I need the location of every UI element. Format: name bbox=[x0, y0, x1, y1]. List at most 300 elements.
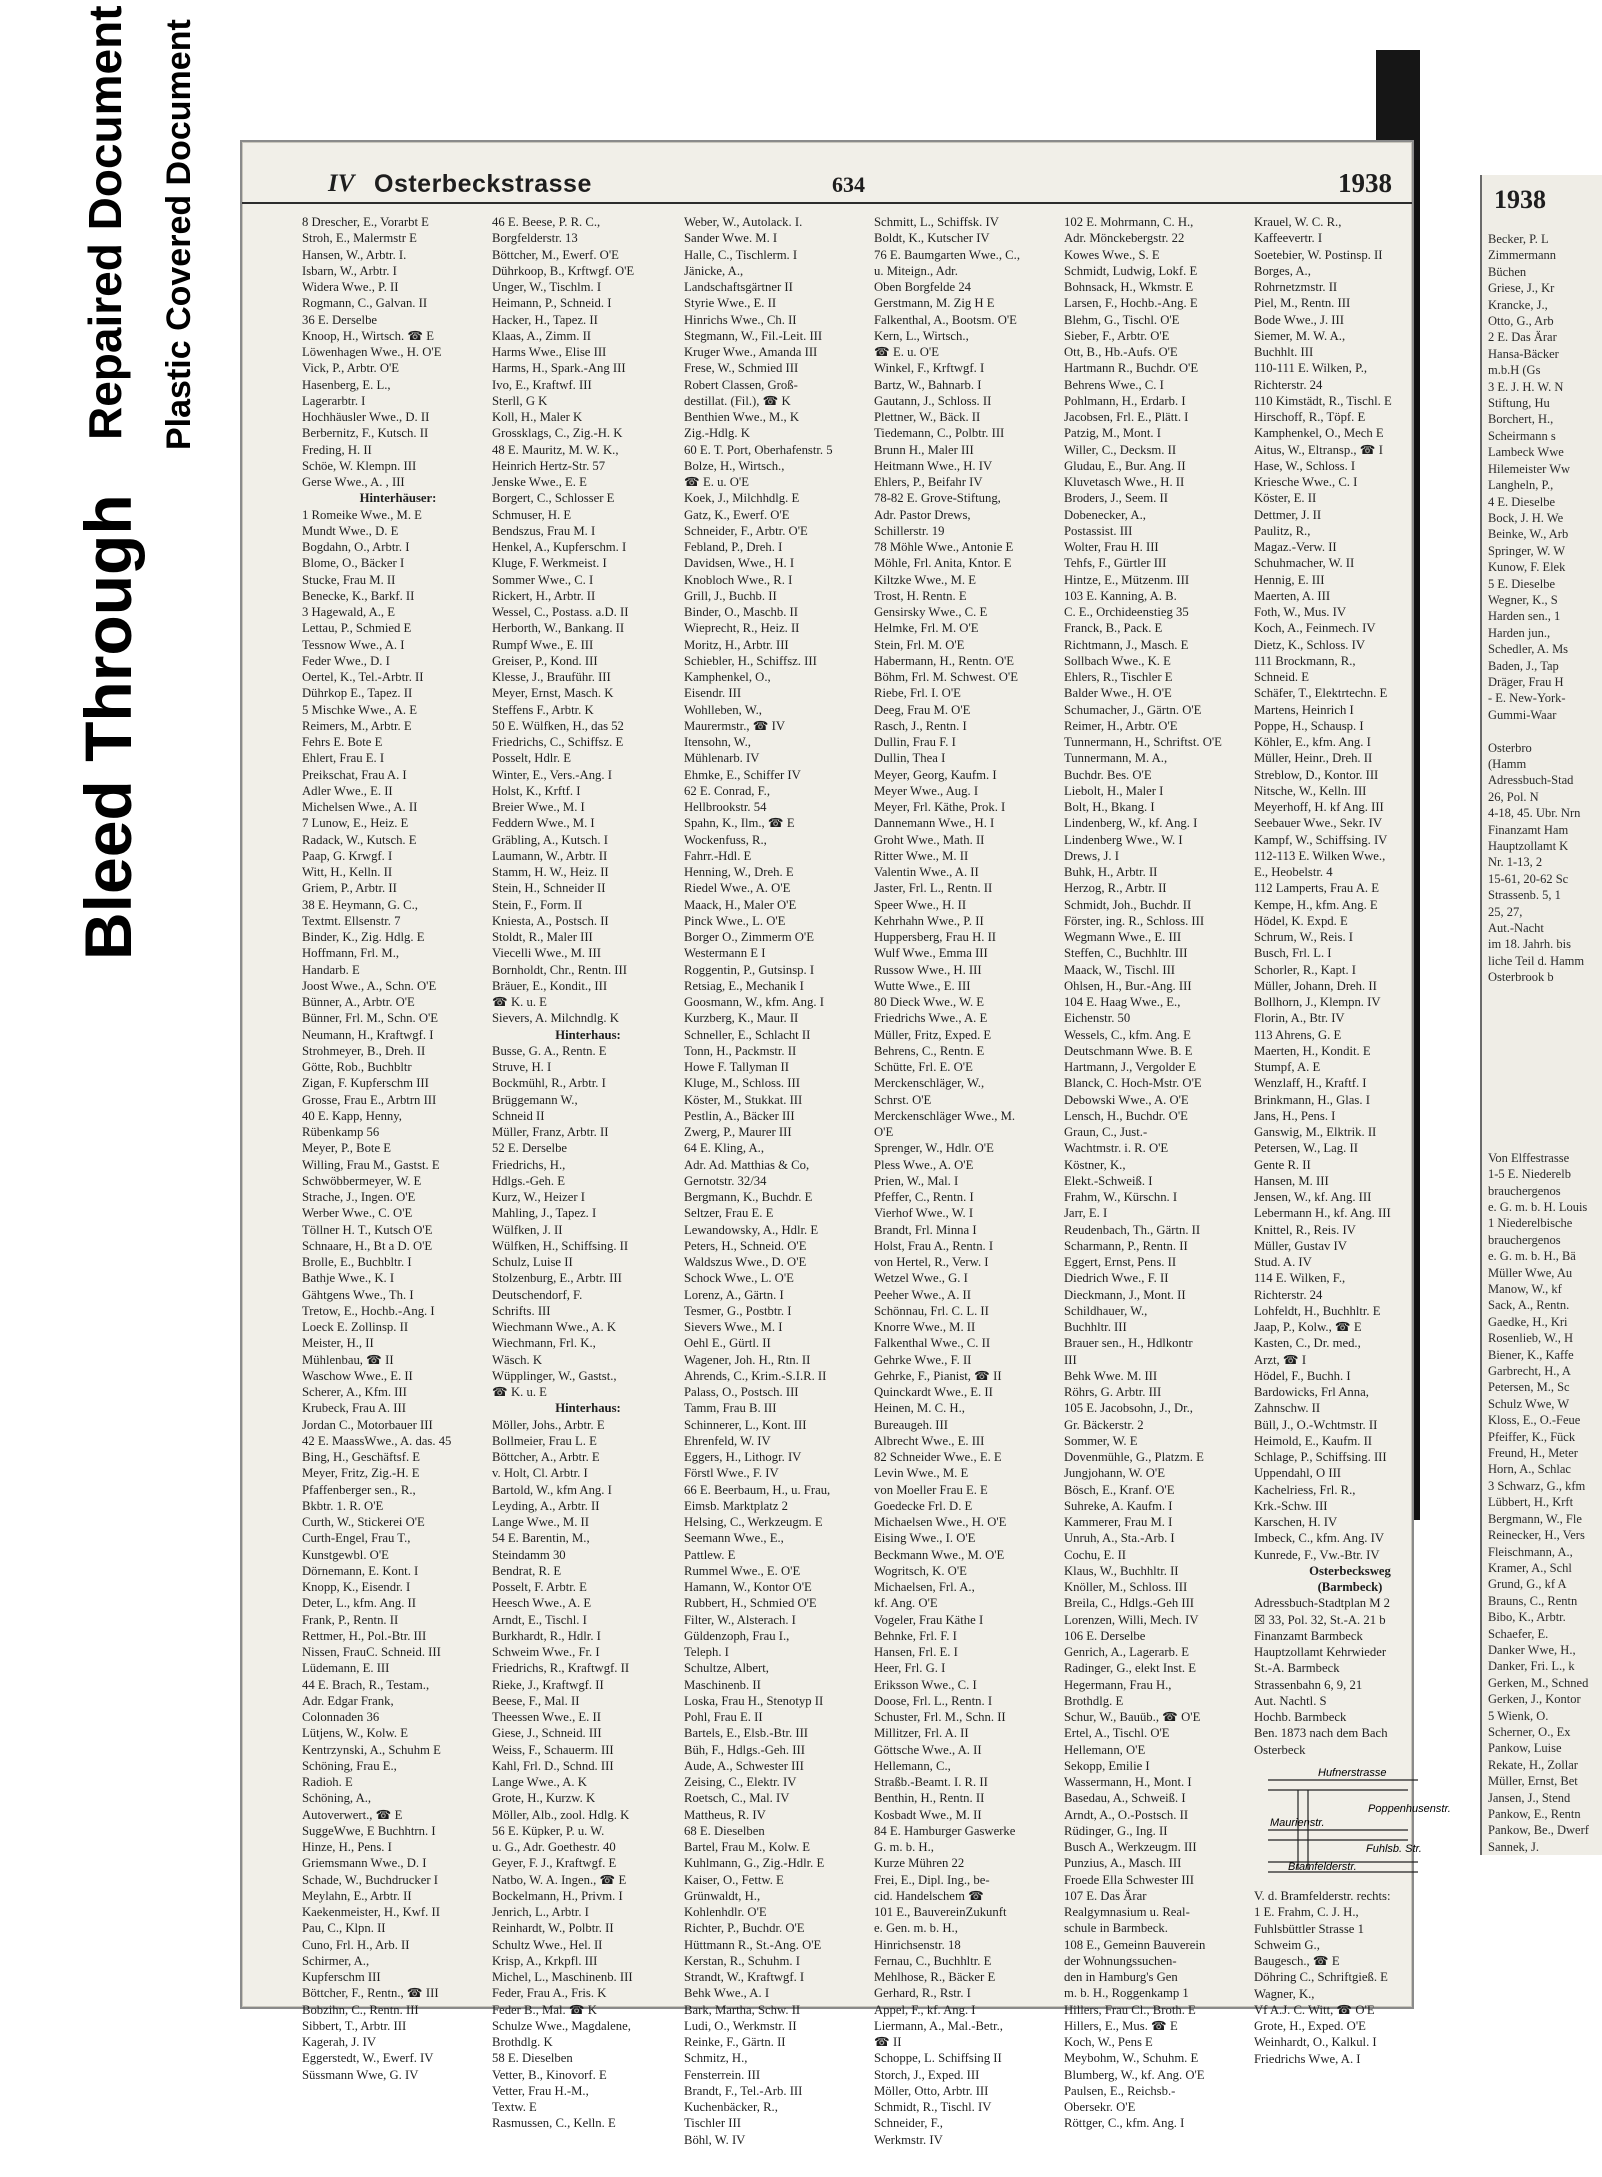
directory-entry-line: Martens, Heinrich I bbox=[1254, 702, 1354, 717]
directory-entry-line: C. E., Orchideenstieg 35 bbox=[1064, 605, 1189, 619]
directory-entry-line: Tischler III bbox=[684, 2116, 741, 2131]
directory-entry-line: Ben. 1873 nach dem Bach bbox=[1254, 1726, 1388, 1741]
directory-entry-line: Michel, L., Maschinenb. III bbox=[492, 1970, 633, 1984]
directory-entry-line: Benecke, K., Barkf. II bbox=[302, 588, 415, 603]
directory-entry-line: 48 E. Mauritz, M. W. K., bbox=[492, 442, 619, 457]
directory-entry-line: Bark, Martha, Schw. II bbox=[684, 2002, 801, 2017]
directory-entry-line: Kluvetasch Wwe., H. II bbox=[1064, 475, 1185, 489]
directory-entry-line: Hansen, Frl. E. I bbox=[874, 1645, 958, 1659]
directory-entry-line: Schöning, Frau E., bbox=[302, 1758, 397, 1773]
directory-entry-line: 108 E., Gemeinn Bauverein bbox=[1064, 1937, 1206, 1952]
directory-entry-line: Arzt, ☎ I bbox=[1254, 1352, 1307, 1367]
directory-entry-line: Zahnschw. II bbox=[1254, 1401, 1321, 1416]
directory-entry-line: Lewandowsky, A., Hdlr. E bbox=[684, 1222, 819, 1237]
directory-entry-line: Tretow, E., Hochb.-Ang. I bbox=[302, 1303, 435, 1318]
directory-entry-line: Schneid II bbox=[492, 1108, 545, 1123]
directory-entry-line: Brauer sen., H., Hdlkontr bbox=[1064, 1336, 1193, 1351]
directory-entry-line: Lindenberg, W., kf. Ang. I bbox=[1064, 816, 1198, 831]
adjacent-page-line: Gummi-Waar bbox=[1488, 707, 1557, 722]
directory-entry-line: Müller, Gustav IV bbox=[1254, 1238, 1347, 1253]
adjacent-page-line: Stiftung, Hu bbox=[1488, 396, 1550, 411]
directory-entry-line: Schöe, W. Klempn. III bbox=[302, 458, 417, 473]
directory-entry-line: Schneider, F., Arbtr. O'E bbox=[684, 523, 808, 538]
directory-entry-line: Robert Classen, Groß- bbox=[684, 377, 798, 392]
directory-entry-line: ☎ E. u. O'E bbox=[684, 475, 749, 489]
directory-entry-line: Schrum, W., Reis. I bbox=[1254, 930, 1354, 944]
directory-entry-line: Mattheus, R. IV bbox=[684, 1807, 766, 1822]
directory-entry-line: Jordan C., Motorbauer III bbox=[302, 1417, 433, 1432]
directory-entry-line: Merckenschläger, W., bbox=[874, 1076, 985, 1091]
directory-entry-line: Hinrichs Wwe., Ch. II bbox=[684, 312, 797, 327]
directory-entry-line: Tunnermann, H., Schriftst. O'E bbox=[1064, 735, 1222, 749]
directory-entry-line: Schultze, Albert, bbox=[684, 1661, 769, 1676]
directory-entry-line: Stegmann, W., Fil.-Leit. III bbox=[684, 328, 823, 343]
directory-entry-line: 64 E. Kling, A., bbox=[684, 1141, 765, 1156]
directory-entry-line: Herborth, W., Bankang. II bbox=[492, 621, 625, 636]
directory-entry-line: Hegermann, Frau H., bbox=[1064, 1677, 1172, 1692]
directory-entry-line: Dettmer, J. II bbox=[1254, 507, 1322, 522]
directory-entry-line: Gerhard, R., Rstr. I bbox=[874, 1986, 971, 2001]
directory-entry-line: Helsing, C., Werkzeugm. E bbox=[684, 1515, 823, 1529]
directory-entry-line: Klesse, J., Brauführ. III bbox=[492, 670, 611, 684]
directory-entry-line: Blanck, C. Hoch-Mstr. O'E bbox=[1064, 1076, 1202, 1091]
directory-entry-line: Fensterrein. III bbox=[684, 2067, 761, 2082]
directory-entry-line: Beese, F., Mal. II bbox=[492, 1693, 580, 1708]
directory-entry-line: Deter, L., kfm. Ang. II bbox=[302, 1596, 417, 1611]
directory-entry-line: Ahrends, C., Krim.-S.I.R. II bbox=[684, 1368, 827, 1383]
directory-entry-line: Kachelriess, Frl. R., bbox=[1254, 1482, 1356, 1497]
directory-entry-line: Lorenz, A., Gärtn. I bbox=[684, 1287, 784, 1302]
directory-entry-line: 62 E. Conrad, F., bbox=[684, 783, 771, 798]
adjacent-page-line: Müller, Ernst, Bet bbox=[1488, 1774, 1578, 1789]
adjacent-page-line: Petersen, M., Sc bbox=[1488, 1380, 1570, 1395]
directory-entry-line: Busse, G. A., Rentn. E bbox=[492, 1043, 607, 1058]
directory-entry-line: Krisp, A., Krkpfl. III bbox=[492, 1953, 598, 1968]
adjacent-page-line: Scherner, O., Ex bbox=[1488, 1724, 1571, 1739]
directory-entry-line: 54 E. Barentin, M., bbox=[492, 1531, 590, 1546]
directory-entry-line: Schuhmacher, W. II bbox=[1254, 556, 1355, 571]
directory-entry-line: Jarr, E. I bbox=[1064, 1206, 1108, 1221]
directory-entry-line: Binder, O., Maschb. II bbox=[684, 605, 799, 619]
adjacent-page-line: Jansen, J., Stend bbox=[1488, 1790, 1571, 1805]
directory-entry-line: Wieprecht, R., Heiz. II bbox=[684, 621, 800, 636]
directory-entry-line: Rasmussen, C., Kelln. E bbox=[492, 2116, 616, 2131]
directory-entry-line: Bockelmann, H., Privm. I bbox=[492, 1888, 623, 1903]
directory-entry-line: 38 E. Heymann, G. C., bbox=[302, 897, 418, 912]
directory-entry-line: Radack, W., Kutsch. E bbox=[302, 832, 417, 847]
directory-entry-line: Jenske Wwe., E. E bbox=[492, 475, 587, 489]
directory-entry-line: Blehm, G., Tischl. O'E bbox=[1064, 312, 1180, 327]
adjacent-page-line: brauchergenos bbox=[1488, 1183, 1561, 1198]
directory-entry-line: Hinze, H., Pens. I bbox=[302, 1840, 392, 1854]
directory-column-4 bbox=[874, 214, 1066, 2147]
directory-entry-line: Gerse Wwe., A. , III bbox=[302, 475, 405, 489]
directory-entry-line: Wessels, C., kfm. Ang. E bbox=[1064, 1027, 1191, 1042]
directory-entry-line: Mundt Wwe., D. E bbox=[302, 523, 399, 538]
street-map-figure bbox=[1258, 1760, 1451, 1880]
directory-entry-line: Bode Wwe., J. III bbox=[1254, 312, 1344, 327]
directory-entry-line: Döhring C., Schriftgieß. E bbox=[1254, 1970, 1388, 1985]
directory-entry-line: Stud. A. IV bbox=[1254, 1255, 1312, 1269]
directory-entry-line: Westermann E I bbox=[684, 946, 766, 961]
directory-entry-line: Febland, P., Dreh. I bbox=[684, 540, 783, 554]
directory-entry-line: Vetter, B., Kinovorf. E bbox=[492, 2067, 607, 2082]
directory-entry-line: Tessnow Wwe., A. I bbox=[302, 637, 405, 652]
directory-entry-line: 112-113 E. Wilken Wwe., bbox=[1254, 848, 1386, 863]
directory-entry-line: Suhreke, A. Kaufm. I bbox=[1064, 1498, 1173, 1513]
directory-entry-line: Schönnau, Frl. C. L. II bbox=[874, 1303, 989, 1318]
directory-entry-line: Adr. Edgar Frank, bbox=[302, 1693, 394, 1708]
directory-entry-line: Jensen, W., kf. Ang. III bbox=[1254, 1190, 1372, 1204]
directory-entry-line: Jacobsen, Frl. E., Plätt. I bbox=[1064, 410, 1189, 424]
directory-entry-line: Dührkoop, B., Krftwgf. O'E bbox=[492, 263, 635, 278]
directory-entry-line: Reimer, H., Arbtr. O'E bbox=[1064, 718, 1178, 733]
directory-entry-line: Gensirsky Wwe., C. E bbox=[874, 605, 988, 619]
adjacent-page-line: Griese, J., Kr bbox=[1488, 281, 1555, 296]
directory-entry-line: Foth, W., Mus. IV bbox=[1254, 605, 1347, 619]
directory-entry-line: Schade, W., Buchdrucker I bbox=[302, 1872, 438, 1887]
directory-columns bbox=[302, 214, 1451, 2147]
directory-entry-line: Seemann Wwe., E., bbox=[684, 1531, 784, 1546]
adjacent-page-line: Krancke, J., bbox=[1488, 297, 1548, 312]
directory-entry-line: Behk Wwe., A. I bbox=[684, 1986, 770, 2001]
adjacent-page-line: m.b.H (Gs bbox=[1488, 363, 1541, 378]
directory-entry-line: Zwerg, P., Maurer III bbox=[684, 1125, 792, 1139]
adjacent-page-edge bbox=[1480, 175, 1602, 1855]
adjacent-page-line: Borchert, H., bbox=[1488, 412, 1554, 427]
directory-entry-line: Böttcher, M., Ewerf. O'E bbox=[492, 247, 619, 262]
directory-entry-line: Reinke, F., Gärtn. II bbox=[684, 2035, 786, 2049]
directory-entry-line: Wüpplinger, W., Gastst., bbox=[492, 1368, 617, 1383]
directory-entry-line: Beckmann Wwe., M. O'E bbox=[874, 1547, 1005, 1562]
directory-entry-line: 78 Möhle Wwe., Antonie E bbox=[874, 540, 1014, 554]
directory-entry-line: Dullin, Thea I bbox=[874, 751, 946, 766]
directory-entry-line: Ertel, A., Tischl. O'E bbox=[1064, 1726, 1170, 1741]
directory-entry-line: Lange Wwe., A. K bbox=[492, 1775, 587, 1789]
directory-entry-line: Gente R. II bbox=[1254, 1157, 1311, 1172]
directory-entry-line: Paulitz, R., bbox=[1254, 523, 1311, 538]
directory-entry-line: Sollbach Wwe., K. E bbox=[1064, 653, 1171, 668]
directory-entry-line: Balder Wwe., H. O'E bbox=[1064, 686, 1172, 701]
directory-entry-line: Dullin, Frau F. I bbox=[874, 735, 956, 749]
directory-entry-line: Töllner H. T., Kutsch O'E bbox=[302, 1222, 433, 1237]
directory-entry-line: Maurermstr., ☎ IV bbox=[684, 718, 786, 733]
directory-entry-line: Buchdr. Bes. O'E bbox=[1064, 767, 1152, 782]
directory-entry-line: Brandt, Frl. Minna I bbox=[874, 1222, 977, 1237]
running-head-year: 1938 bbox=[1338, 168, 1392, 198]
map-street-label: Poppenhusenstr. bbox=[1368, 1802, 1451, 1815]
directory-entry-line: Soetebier, W. Postinsp. II bbox=[1254, 247, 1383, 262]
directory-entry-line: schule in Barmbeck. bbox=[1064, 1921, 1168, 1936]
adjacent-page-line: Schaefer, E. bbox=[1488, 1626, 1549, 1641]
directory-entry-line: Greiser, P., Kond. III bbox=[492, 653, 598, 668]
directory-entry-line: Feder B., Mal. ☎ K bbox=[492, 2002, 597, 2017]
directory-entry-line: Kuhlmann, G., Zig.-Hdlr. E bbox=[684, 1856, 825, 1871]
directory-entry-line: Tehfs, F., Gürtler III bbox=[1064, 556, 1167, 571]
directory-entry-line: Moritz, H., Arbtr. III bbox=[684, 637, 789, 652]
directory-entry-line: Schneller, E., Schlacht II bbox=[684, 1027, 811, 1042]
directory-entry-line: Klaas, A., Zimm. II bbox=[492, 328, 592, 343]
directory-entry-line: Friedrichs, R., Kraftwgf. II bbox=[492, 1661, 630, 1676]
directory-entry-line: Oben Borgfelde 24 bbox=[874, 280, 972, 294]
directory-entry-line: Schmuser, H. E bbox=[492, 507, 572, 522]
directory-entry-line: 105 E. Jacobsohn, J., Dr., bbox=[1064, 1401, 1193, 1416]
directory-entry-line: Dovenmühle, G., Platzm. E bbox=[1064, 1450, 1204, 1464]
directory-entry-line: Obersekr. O'E bbox=[1064, 2100, 1136, 2114]
directory-entry-line: Baugesch., ☎ E bbox=[1254, 1954, 1340, 1968]
directory-entry-line: Borges, A., bbox=[1254, 263, 1311, 278]
directory-entry-line: Seebauer Wwe., Sekr. IV bbox=[1254, 816, 1383, 831]
directory-entry-line: Wachtmstr. i. R. O'E bbox=[1064, 1141, 1169, 1156]
directory-entry-line: Dührkop E., Tapez. II bbox=[302, 686, 413, 701]
directory-entry-line: G. m. b. H., bbox=[874, 1840, 934, 1854]
directory-entry-line: Hüttmann R., St.-Ang. O'E bbox=[684, 1937, 822, 1952]
directory-entry-line: Richterstr. 24 bbox=[1254, 1287, 1323, 1302]
directory-entry-line: Bolze, H., Wirtsch., bbox=[684, 458, 785, 473]
directory-entry-line: Bing, H., Geschäftsf. E bbox=[302, 1450, 421, 1464]
adjacent-page-line: Harden jun., bbox=[1488, 625, 1551, 640]
directory-entry-line: Schulz, Luise II bbox=[492, 1255, 573, 1269]
directory-entry-line: Kunstgewbl. O'E bbox=[302, 1547, 389, 1562]
directory-entry-line: 5 Mischke Wwe., A. E bbox=[302, 702, 417, 717]
directory-entry-line: Borgert, C., Schlosser E bbox=[492, 491, 615, 506]
directory-entry-line: Grünwaldt, H., bbox=[684, 1888, 761, 1903]
directory-entry-line: Köhler, E., kfm. Ang. I bbox=[1254, 735, 1371, 749]
directory-entry-line: Osterbecksweg bbox=[1309, 1563, 1391, 1578]
directory-entry-line: Itensohn, W., bbox=[684, 735, 751, 749]
directory-entry-line: 78-82 E. Grove-Stiftung, bbox=[874, 491, 1001, 506]
directory-entry-line: Mühlenbau, ☎ II bbox=[302, 1352, 394, 1367]
directory-entry-line: Hödel, K. Expd. E bbox=[1254, 913, 1348, 928]
directory-entry-line: von Hertel, R., Verw. I bbox=[874, 1255, 989, 1269]
directory-entry-line: Reimers, M., Arbtr. E bbox=[302, 718, 412, 733]
adjacent-page-line: 5 E. Dieselbe bbox=[1488, 576, 1555, 591]
directory-entry-line: ☎ K. u. E bbox=[492, 1385, 547, 1399]
running-head bbox=[242, 162, 1412, 204]
directory-entry-line: Müller, Fritz, Exped. E bbox=[874, 1027, 992, 1042]
directory-entry-line: Levin Wwe., M. E bbox=[874, 1466, 969, 1481]
directory-entry-line: u. G., Adr. Goethestr. 40 bbox=[492, 1840, 616, 1854]
directory-entry-line: 111 Brockmann, R., bbox=[1254, 653, 1356, 668]
directory-entry-line: Götte, Rob., Buchbltr bbox=[302, 1060, 412, 1074]
directory-entry-line: Bartz, W., Bahnarb. I bbox=[874, 377, 982, 392]
directory-entry-line: Wagener, Joh. H., Rtn. II bbox=[684, 1352, 811, 1367]
directory-entry-line: Textmt. Ellsenstr. 7 bbox=[302, 913, 401, 928]
directory-page bbox=[240, 140, 1451, 2147]
directory-entry-line: Schmidt, R., Tischl. IV bbox=[874, 2100, 992, 2114]
adjacent-page-line: 4-18, 45. Ubr. Nrn bbox=[1488, 806, 1581, 821]
directory-entry-line: Richtmann, J., Masch. E bbox=[1064, 637, 1189, 652]
directory-entry-line: Schrst. O'E bbox=[874, 1092, 932, 1107]
directory-entry-line: Larsen, F., Hochb.-Ang. E bbox=[1064, 296, 1198, 311]
directory-entry-line: Kaekenmeister, H., Kwf. II bbox=[302, 1905, 440, 1919]
directory-entry-line: Rumpf Wwe., E. III bbox=[492, 637, 594, 652]
directory-entry-line: Vick, P., Arbtr. O'E bbox=[302, 361, 400, 376]
adjacent-page-line: Aut.-Nacht bbox=[1488, 921, 1544, 936]
directory-entry-line: Bobzihn, C., Rentn. III bbox=[302, 2002, 419, 2017]
directory-entry-line: Berbernitz, F., Kutsch. II bbox=[302, 426, 429, 441]
directory-entry-line: Pinck Wwe., L. O'E bbox=[684, 913, 786, 928]
directory-entry-line: Binder, K., Zig. Hdlg. E bbox=[302, 930, 425, 944]
directory-entry-line: Breier Wwe., M. I bbox=[492, 800, 585, 814]
adjacent-page-line: 1-5 E. Niederelb bbox=[1488, 1167, 1571, 1182]
directory-entry-line: Aut. Nachtl. S bbox=[1254, 1693, 1327, 1708]
directory-entry-line: 42 E. MaassWwe., A. das. 45 bbox=[302, 1433, 452, 1448]
directory-entry-line: Kaffeevertr. I bbox=[1254, 231, 1323, 246]
directory-entry-line: Natbo, W. A. Ingen., ☎ E bbox=[492, 1872, 627, 1887]
adjacent-page-line: e. G. m. b. H., Bä bbox=[1488, 1249, 1576, 1264]
directory-entry-line: Brüggemann W., bbox=[492, 1092, 578, 1107]
directory-entry-line: Stamm, H. W., Heiz. II bbox=[492, 865, 609, 879]
directory-entry-line: Gähtgens Wwe., Th. I bbox=[302, 1287, 414, 1302]
map-street-label: Hufnerstrasse bbox=[1318, 1766, 1387, 1779]
directory-entry-line: Schorler, R., Kapt. I bbox=[1254, 962, 1357, 977]
directory-entry-line: Schoppe, L. Schiffsing II bbox=[874, 2051, 1002, 2066]
adjacent-page-line: Bibo, K., Arbtr. bbox=[1488, 1610, 1566, 1625]
adjacent-page-line: Dräger, Frau H bbox=[1488, 674, 1564, 689]
adjacent-page-line: Hansa-Bäcker bbox=[1488, 346, 1559, 361]
adjacent-page-line: Danker, Fri. L., k bbox=[1488, 1659, 1575, 1674]
directory-entry-line: Bünner, Frl. M., Schn. O'E bbox=[302, 1011, 439, 1026]
directory-entry-line: Griem, P., Arbtr. II bbox=[302, 881, 397, 896]
directory-entry-line: Friedrichs Wwe., A. E bbox=[874, 1011, 988, 1026]
adjacent-page-line: Pfeiffer, K., Fück bbox=[1488, 1429, 1576, 1444]
directory-entry-line: Holst, Frau A., Rentn. I bbox=[874, 1238, 994, 1253]
directory-entry-line: Zig.-Hdlg. K bbox=[684, 426, 750, 441]
adjacent-page-text bbox=[1488, 231, 1602, 1855]
directory-entry-line: Seltzer, Frau E. E bbox=[684, 1206, 774, 1221]
directory-entry-line: Fahrr.-Hdl. E bbox=[684, 848, 752, 863]
directory-entry-line: Wülfken, H., Schiffsing. II bbox=[492, 1238, 629, 1253]
directory-entry-line: Schöning, A., bbox=[302, 1791, 372, 1806]
directory-entry-line: Rieke, J., Kraftwgf. II bbox=[492, 1677, 604, 1692]
directory-entry-line: Grote, H., Kurzw. K bbox=[492, 1791, 596, 1806]
directory-entry-line: Posselt, F. Arbtr. E bbox=[492, 1580, 587, 1594]
directory-entry-line: Kriesche Wwe., C. I bbox=[1254, 475, 1358, 489]
directory-entry-line: Hauptzollamt Kehrwieder bbox=[1254, 1645, 1387, 1659]
directory-entry-line: Weiss, F., Schauerm. III bbox=[492, 1742, 614, 1757]
adjacent-page-line: Scheirmann s bbox=[1488, 428, 1556, 443]
directory-entry-line: Gludau, E., Bur. Ang. II bbox=[1064, 458, 1186, 473]
running-head-street: Osterbeckstrasse bbox=[374, 170, 592, 198]
directory-entry-line: Lange Wwe., M. II bbox=[492, 1515, 590, 1529]
directory-entry-line: Hochb. Barmbeck bbox=[1254, 1710, 1347, 1724]
directory-entry-line: Hoffmann, Frl. M., bbox=[302, 946, 400, 961]
directory-entry-line: Schmidt, Joh., Buchdr. II bbox=[1064, 897, 1192, 912]
directory-entry-line: Bendrat, R. E bbox=[492, 1563, 562, 1578]
directory-entry-line: Appel, F., kf. Ang. I bbox=[874, 2002, 976, 2017]
adjacent-page-line: Büchen bbox=[1488, 264, 1527, 279]
directory-entry-line: Hinterhaus: bbox=[555, 1401, 621, 1416]
directory-entry-line: Ehmke, E., Schiffer IV bbox=[684, 767, 801, 782]
adjacent-page-line: Kloss, E., O.-Feue bbox=[1488, 1413, 1581, 1428]
adjacent-page-line: e. G. m. b. H. Louis bbox=[1488, 1199, 1588, 1214]
directory-entry-line: Eggers, H., Lithogr. IV bbox=[684, 1450, 802, 1464]
adjacent-page-line: Reinecker, H., Vers bbox=[1488, 1528, 1585, 1543]
directory-entry-line: Elekt.-Schweiß. I bbox=[1064, 1173, 1153, 1188]
directory-entry-line: Postassist. III bbox=[1064, 523, 1133, 538]
adjacent-page-line: Pankow, Luise bbox=[1488, 1741, 1562, 1756]
directory-entry-line: Harms, H., Spark.-Ang III bbox=[492, 361, 626, 376]
directory-entry-line: Dietz, K., Schloss. IV bbox=[1254, 637, 1366, 652]
directory-entry-line: Holst, K., Krftf. I bbox=[492, 783, 581, 798]
directory-entry-line: Kurze Mühren 22 bbox=[874, 1856, 965, 1871]
directory-entry-line: von Moeller Frau E. E bbox=[874, 1482, 988, 1497]
directory-entry-line: Sieber, F., Arbtr. O'E bbox=[1064, 328, 1170, 343]
directory-entry-line: Graun, C., Just.- bbox=[1064, 1125, 1148, 1139]
directory-entry-line: Deeg, Frau M. O'E bbox=[874, 702, 971, 717]
directory-entry-line: Gatz, K., Ewerf. O'E bbox=[684, 507, 790, 522]
directory-entry-line: Bornholdt, Chr., Rentn. III bbox=[492, 962, 627, 977]
directory-entry-line: Hansen, M. III bbox=[1254, 1173, 1329, 1188]
directory-entry-line: Schäfer, T., Elektrtechn. E bbox=[1254, 686, 1388, 701]
label-bleed-through: Bleed Through bbox=[71, 494, 145, 960]
directory-entry-line: Peeher Wwe., A. II bbox=[874, 1287, 972, 1302]
directory-entry-line: Laumann, W., Arbtr. II bbox=[492, 848, 608, 863]
directory-entry-line: ☎ II bbox=[874, 2035, 902, 2049]
directory-entry-line: Schütte, Frl. E. O'E bbox=[874, 1060, 973, 1074]
directory-entry-line: Hinrichsenstr. 18 bbox=[874, 1937, 961, 1952]
directory-entry-line: Heimann, P., Schneid. I bbox=[492, 296, 612, 311]
directory-entry-line: Adler Wwe., E. II bbox=[302, 783, 393, 798]
directory-entry-line: Nissen, FrauC. Schneid. III bbox=[302, 1645, 441, 1659]
directory-entry-line: Wutte Wwe., E. III bbox=[874, 978, 971, 993]
directory-entry-line: Ott, B., Hb.-Aufs. O'E bbox=[1064, 345, 1178, 359]
directory-entry-line: Köstner, K., bbox=[1064, 1157, 1126, 1172]
directory-entry-line: Tiedemann, C., Polbtr. III bbox=[874, 426, 1005, 441]
directory-entry-line: Röhrs, G. Arbtr. III bbox=[1064, 1385, 1162, 1399]
directory-entry-line: Strohmeyer, B., Dreh. II bbox=[302, 1043, 426, 1058]
directory-entry-line: Schrifts. III bbox=[492, 1303, 551, 1318]
directory-entry-line: Scharmann, P., Rentn. II bbox=[1064, 1238, 1188, 1253]
directory-entry-line: Roggentin, P., Gutsinsp. I bbox=[684, 962, 815, 977]
directory-entry-line: Feder, Frau A., Fris. K bbox=[492, 1986, 607, 2001]
directory-entry-line: Winter, E., Vers.-Ang. I bbox=[492, 767, 612, 782]
directory-entry-line: Möller, Alb., zool. Hdlg. K bbox=[492, 1807, 630, 1822]
adjacent-page-line: Springer, W. W bbox=[1488, 543, 1566, 558]
adjacent-page-line: (Hamm bbox=[1488, 757, 1527, 771]
directory-entry-line: Weinhardt, O., Kalkul. I bbox=[1254, 2035, 1377, 2050]
directory-entry-line: Gehrke Wwe., F. II bbox=[874, 1352, 972, 1367]
directory-entry-line: Mehlhose, R., Bäcker E bbox=[874, 1970, 996, 1984]
directory-entry-line: Feddern Wwe., M. I bbox=[492, 816, 595, 831]
directory-entry-line: Diedrich Wwe., F. II bbox=[1064, 1271, 1169, 1286]
directory-entry-line: Rubbert, H., Schmied O'E bbox=[684, 1596, 817, 1611]
directory-entry-line: Kurz, W., Heizer I bbox=[492, 1190, 586, 1204]
directory-entry-line: Lohfeldt, H., Buchhltr. E bbox=[1254, 1303, 1381, 1318]
page-roman-numeral: IV bbox=[328, 170, 355, 197]
directory-entry-line: 52 E. Derselbe bbox=[492, 1141, 568, 1156]
directory-entry-line: Hintze, E., Mützenm. III bbox=[1064, 572, 1190, 587]
directory-entry-line: Spahn, K., Ilm., ☎ E bbox=[684, 816, 795, 831]
directory-entry-line: Deutschendorf, F. bbox=[492, 1287, 583, 1302]
directory-entry-line: Burkhardt, R., Hdlr. I bbox=[492, 1628, 601, 1643]
adjacent-page-line: Rosenlieb, W., H bbox=[1488, 1331, 1574, 1346]
directory-entry-line: Bergmann, K., Buchdr. E bbox=[684, 1190, 813, 1204]
directory-entry-line: Tunnermann, M. A., bbox=[1064, 751, 1168, 766]
directory-entry-line: 7 Lunow, E., Heiz. E bbox=[302, 816, 409, 831]
directory-entry-line: Kasten, C., Dr. med., bbox=[1254, 1336, 1361, 1351]
directory-entry-line: Meyer, Fritz, Zig.-H. E bbox=[302, 1466, 420, 1481]
directory-entry-line: O'E bbox=[874, 1125, 894, 1139]
directory-entry-line: Jänicke, A., bbox=[684, 263, 744, 278]
directory-entry-line: Stein, H., Schneider II bbox=[492, 881, 606, 896]
adjacent-page-line: Beinke, W., Arb bbox=[1488, 527, 1569, 542]
directory-entry-line: e. Gen. m. b. H., bbox=[874, 1921, 958, 1936]
adjacent-page-line: 5 Wienk, O. bbox=[1488, 1708, 1549, 1723]
directory-entry-line: Harms Wwe., Elise III bbox=[492, 345, 607, 359]
directory-entry-line: Liebolt, H., Maler I bbox=[1064, 783, 1164, 798]
